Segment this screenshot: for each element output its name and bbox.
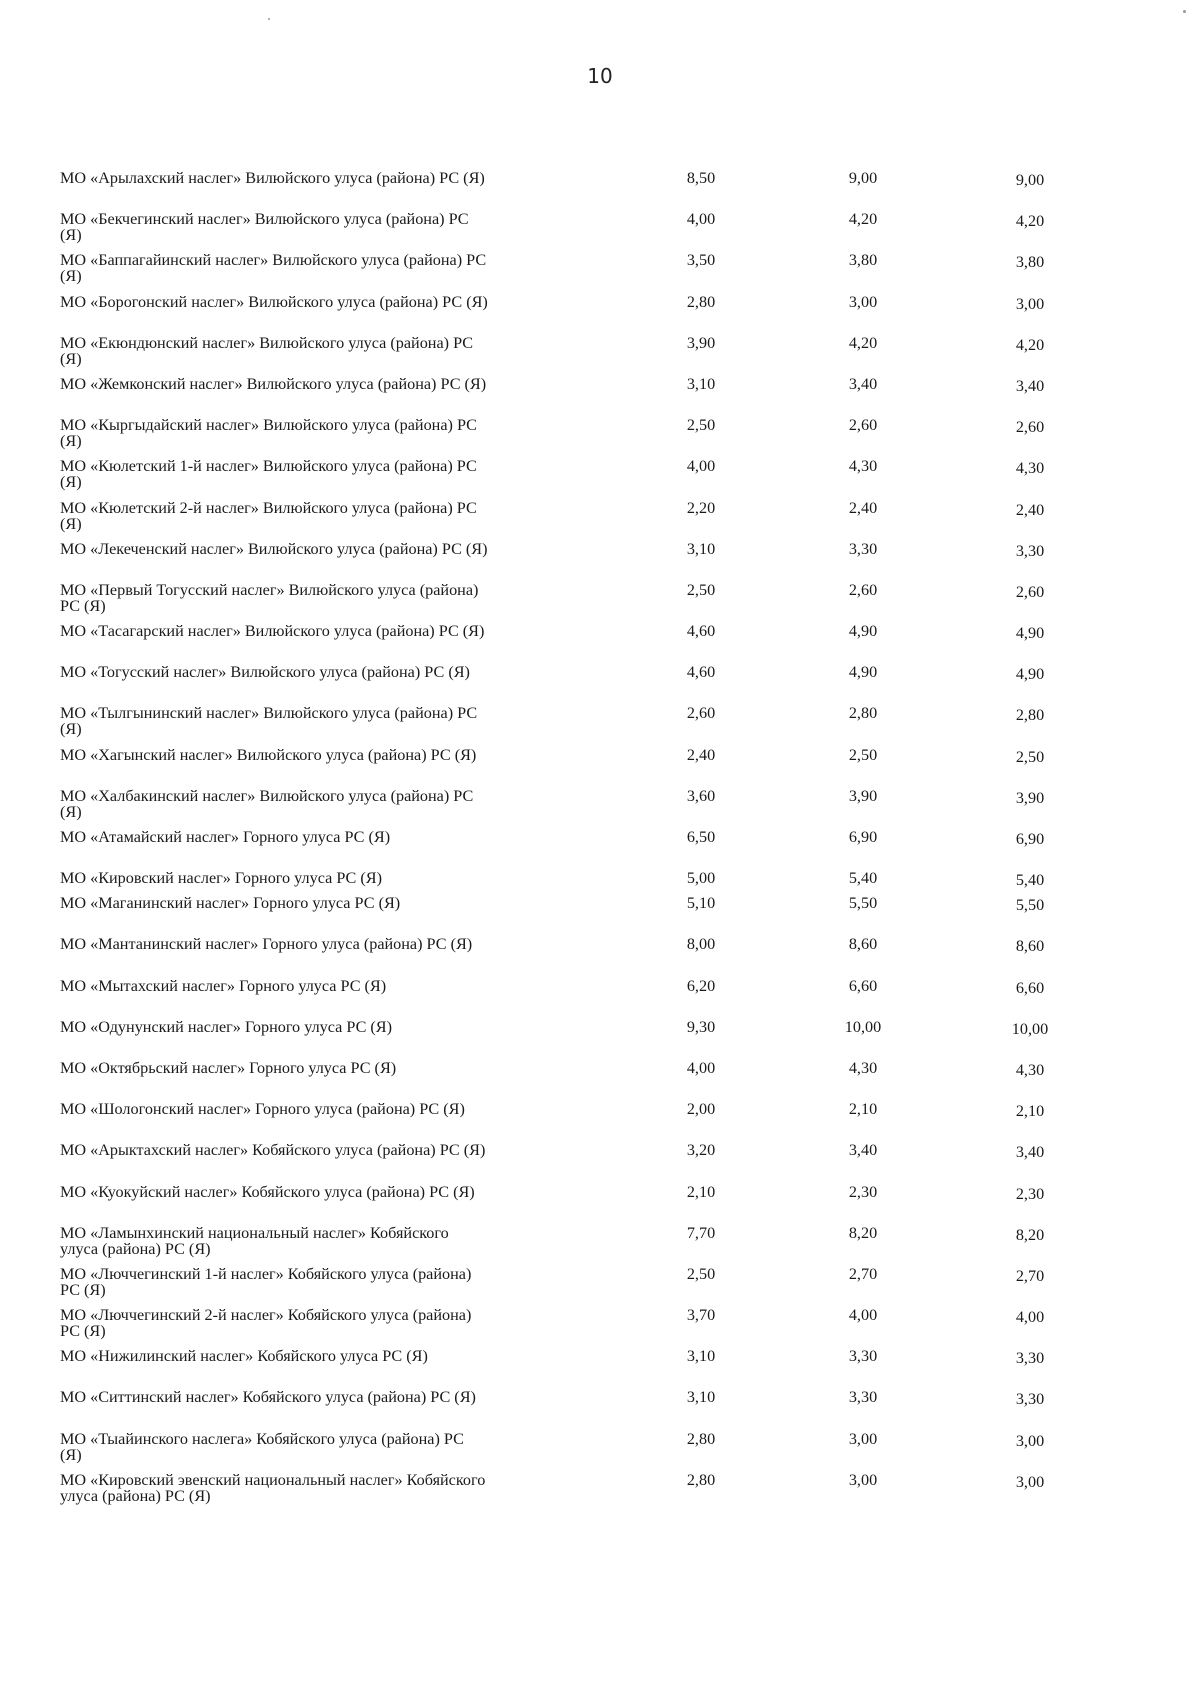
row-value-2: 3,30 [848,539,878,558]
row-value-1: 3,10 [686,374,716,393]
table-row [60,747,1150,788]
table-row [60,705,1150,746]
row-value-3: 3,90 [1015,788,1045,807]
row-value-2: 4,20 [848,333,878,352]
row-value-3: 8,60 [1015,937,1045,956]
row-name: МО «Халбакинский наслег» Вилюйского улуса (района) РС (Я) [60,786,474,821]
row-name: МО «Люччегинский 2-й наслег» Кобяйского улуса (района) РС (Я) [60,1306,472,1341]
row-value-2: 2,50 [848,745,878,764]
row-value-1: 2,50 [686,416,716,435]
row-value-3: 4,20 [1015,212,1045,231]
row-name: МО «Арыктахский наслег» Кобяйского улуса (района) РС (Я) [60,1141,486,1160]
table-row [60,1060,1150,1101]
row-value-3: 6,90 [1015,830,1045,848]
row-value-3: 10,00 [1011,1019,1049,1038]
row-value-3: 2,40 [1015,500,1045,519]
row-value-1: 4,60 [686,663,716,682]
row-value-1: 3,70 [686,1306,716,1325]
row-value-1: 3,60 [686,786,716,805]
row-value-1: 2,80 [686,1429,716,1448]
tariff-table [60,170,1150,1513]
table-row [60,623,1150,664]
row-name: МО «Тыайинского наслега» Кобяйского улуса (района) РС (Я) [60,1429,464,1464]
table-row [60,376,1150,417]
row-value-1: 4,00 [686,210,716,229]
row-value-1: 2,80 [686,1470,716,1489]
row-value-1: 6,20 [686,976,716,995]
row-name: МО «Мытахский наслег» Горного улуса РС (Я) [60,976,387,995]
row-name: МО «Ситтинский наслег» Кобяйского улуса (района) РС (Я) [60,1388,476,1407]
row-value-3: 6,60 [1015,978,1045,997]
row-value-2: 2,70 [848,1264,878,1283]
table-row [60,1472,1150,1513]
table-row [60,458,1150,499]
row-value-3: 2,60 [1015,582,1045,601]
row-value-1: 2,20 [686,498,716,517]
row-value-3: 4,30 [1015,459,1045,478]
row-value-1: 8,00 [686,935,716,954]
row-value-2: 4,20 [848,210,878,229]
row-name: МО «Люччегинский 1-й наслег» Кобяйского улуса (района) РС (Я) [60,1264,472,1299]
row-value-1: 6,50 [686,828,716,846]
table-row [60,170,1150,211]
row-value-2: 3,30 [848,1347,878,1366]
row-value-2: 4,30 [848,457,878,476]
table-row [60,664,1150,705]
row-value-1: 3,50 [686,251,716,270]
row-value-2: 6,60 [848,976,878,995]
row-name: МО «Шологонский наслег» Горного улуса (района) РС (Я) [60,1100,465,1119]
row-value-2: 3,90 [848,786,878,805]
row-value-1: 4,00 [686,457,716,476]
row-value-1: 3,10 [686,1388,716,1407]
row-value-3: 2,10 [1015,1102,1045,1121]
row-value-1: 2,40 [686,745,716,764]
row-name: МО «Куокуйский наслег» Кобяйского улуса (района) РС (Я) [60,1182,475,1201]
row-name: МО «Кюлетский 2-й наслег» Вилюйского улуса (района) РС (Я) [60,498,477,533]
row-value-1: 4,60 [686,622,716,641]
row-name: МО «Хагынский наслег» Вилюйского улуса (района) РС (Я) [60,745,477,764]
row-name: МО «Бекчегинский наслег» Вилюйского улуса (района) РС (Я) [60,210,469,245]
row-value-2: 4,30 [848,1058,878,1077]
row-value-1: 2,50 [686,580,716,599]
table-row [60,870,1150,895]
table-row [60,294,1150,335]
table-row [60,1307,1150,1348]
row-value-3: 4,00 [1015,1308,1045,1327]
row-value-1: 3,10 [686,1347,716,1366]
table-row [60,895,1150,936]
row-name: МО «Кировский наслег» Горного улуса РС (Я) [60,869,382,888]
row-name: МО «Первый Тогусский наслег» Вилюйского улуса (района) РС (Я) [60,580,479,615]
row-value-2: 4,90 [848,663,878,682]
row-name: МО «Екюндюнский наслег» Вилюйского улуса (района) РС (Я) [60,333,474,368]
row-value-2: 2,60 [848,416,878,435]
row-value-3: 3,30 [1015,541,1045,560]
row-name: МО «Октябрьский наслег» Горного улуса РС (Я) [60,1058,397,1077]
row-value-1: 7,70 [686,1223,716,1242]
table-row [60,582,1150,623]
row-value-2: 2,80 [848,704,878,723]
row-value-2: 5,50 [848,894,878,913]
row-value-2: 10,00 [844,1017,882,1036]
row-value-2: 2,10 [848,1100,878,1119]
table-row [60,978,1150,1019]
row-value-1: 8,50 [686,169,716,187]
table-row [60,788,1150,829]
row-name: МО «Тогусский наслег» Вилюйского улуса (района) РС (Я) [60,663,470,682]
row-name: МО «Борогонский наслег» Вилюйского улуса (района) РС (Я) [60,292,488,311]
row-value-1: 4,00 [686,1058,716,1077]
row-value-3: 2,60 [1015,418,1045,437]
row-name: МО «Кировский эвенский национальный наслег» Кобяйского улуса (района) РС (Я) [60,1470,486,1505]
table-row [60,211,1150,252]
row-name: МО «Одунунский наслег» Горного улуса РС (Я) [60,1017,392,1036]
table-row [60,1019,1150,1060]
row-name: МО «Нижилинский наслег» Кобяйского улуса РС (Я) [60,1347,428,1366]
row-value-1: 9,30 [686,1017,716,1036]
page-number: 10 [587,64,613,88]
row-value-3: 5,40 [1015,871,1045,890]
table-row [60,1101,1150,1142]
row-value-3: 2,70 [1015,1266,1045,1285]
table-row [60,541,1150,582]
row-value-3: 4,20 [1015,335,1045,354]
row-name: МО «Жемконский наслег» Вилюйского улуса (района) РС (Я) [60,374,487,393]
row-value-2: 3,00 [848,1429,878,1448]
row-value-2: 3,00 [848,292,878,311]
row-value-3: 4,90 [1015,665,1045,684]
row-value-1: 2,80 [686,292,716,311]
row-value-3: 8,20 [1015,1225,1045,1244]
row-value-2: 4,90 [848,622,878,641]
row-name: МО «Ламынхинский национальный наслег» Кобяйского улуса (района) РС (Я) [60,1223,449,1258]
row-name: МО «Кыргыдайский наслег» Вилюйского улуса (района) РС (Я) [60,416,477,451]
row-value-2: 9,00 [848,169,878,187]
row-value-3: 3,30 [1015,1390,1045,1409]
row-value-2: 2,40 [848,498,878,517]
row-value-1: 5,00 [686,869,716,888]
row-value-3: 9,00 [1015,171,1045,189]
scan-speck [268,18,270,20]
row-value-2: 8,60 [848,935,878,954]
table-row [60,1431,1150,1472]
row-value-3: 3,30 [1015,1349,1045,1368]
row-name: МО «Лекеченский наслег» Вилюйского улуса (района) РС (Я) [60,539,488,558]
row-name: МО «Маганинский наслег» Горного улуса РС (Я) [60,894,401,913]
row-value-3: 5,50 [1015,896,1045,915]
row-value-2: 6,90 [848,828,878,846]
row-value-3: 3,00 [1015,294,1045,313]
row-name: МО «Кюлетский 1-й наслег» Вилюйского улуса (района) РС (Я) [60,457,477,492]
row-value-3: 2,30 [1015,1184,1045,1203]
row-value-2: 2,30 [848,1182,878,1201]
row-value-3: 4,30 [1015,1060,1045,1079]
row-value-3: 2,50 [1015,747,1045,766]
row-value-1: 2,10 [686,1182,716,1201]
row-value-1: 3,10 [686,539,716,558]
row-value-1: 2,00 [686,1100,716,1119]
row-value-1: 3,90 [686,333,716,352]
table-row [60,1348,1150,1389]
table-row [60,829,1150,870]
row-name: МО «Баппагайинский наслег» Вилюйского улуса (района) РС (Я) [60,251,487,286]
row-name: МО «Арылахский наслег» Вилюйского улуса (района) РС (Я) [60,169,485,187]
row-value-2: 8,20 [848,1223,878,1242]
row-value-3: 3,80 [1015,253,1045,272]
table-row [60,335,1150,376]
row-value-3: 2,80 [1015,706,1045,725]
table-row [60,936,1150,977]
row-value-1: 3,20 [686,1141,716,1160]
row-value-1: 2,50 [686,1264,716,1283]
row-name: МО «Тылгынинский наслег» Вилюйского улуса (района) РС (Я) [60,704,478,739]
row-value-2: 3,00 [848,1470,878,1489]
row-value-3: 4,90 [1015,624,1045,643]
row-value-3: 3,40 [1015,1143,1045,1162]
table-row [60,500,1150,541]
row-value-3: 3,40 [1015,376,1045,395]
row-name: МО «Атамайский наслег» Горного улуса РС (Я) [60,828,391,846]
table-row [60,417,1150,458]
table-row [60,1142,1150,1183]
row-value-1: 2,60 [686,704,716,723]
table-row [60,1184,1150,1225]
table-row [60,1389,1150,1430]
scan-speck [1183,10,1186,13]
table-row [60,1266,1150,1307]
row-value-3: 3,00 [1015,1431,1045,1450]
row-value-2: 5,40 [848,869,878,888]
row-value-3: 3,00 [1015,1472,1045,1491]
row-value-2: 3,30 [848,1388,878,1407]
row-value-2: 3,40 [848,374,878,393]
table-row [60,252,1150,293]
row-value-2: 3,80 [848,251,878,270]
row-value-2: 3,40 [848,1141,878,1160]
row-value-2: 4,00 [848,1306,878,1325]
row-value-2: 2,60 [848,580,878,599]
row-name: МО «Мантанинский наслег» Горного улуса (района) РС (Я) [60,935,473,954]
row-value-1: 5,10 [686,894,716,913]
row-name: МО «Тасагарский наслег» Вилюйского улуса (района) РС (Я) [60,622,485,641]
table-row [60,1225,1150,1266]
